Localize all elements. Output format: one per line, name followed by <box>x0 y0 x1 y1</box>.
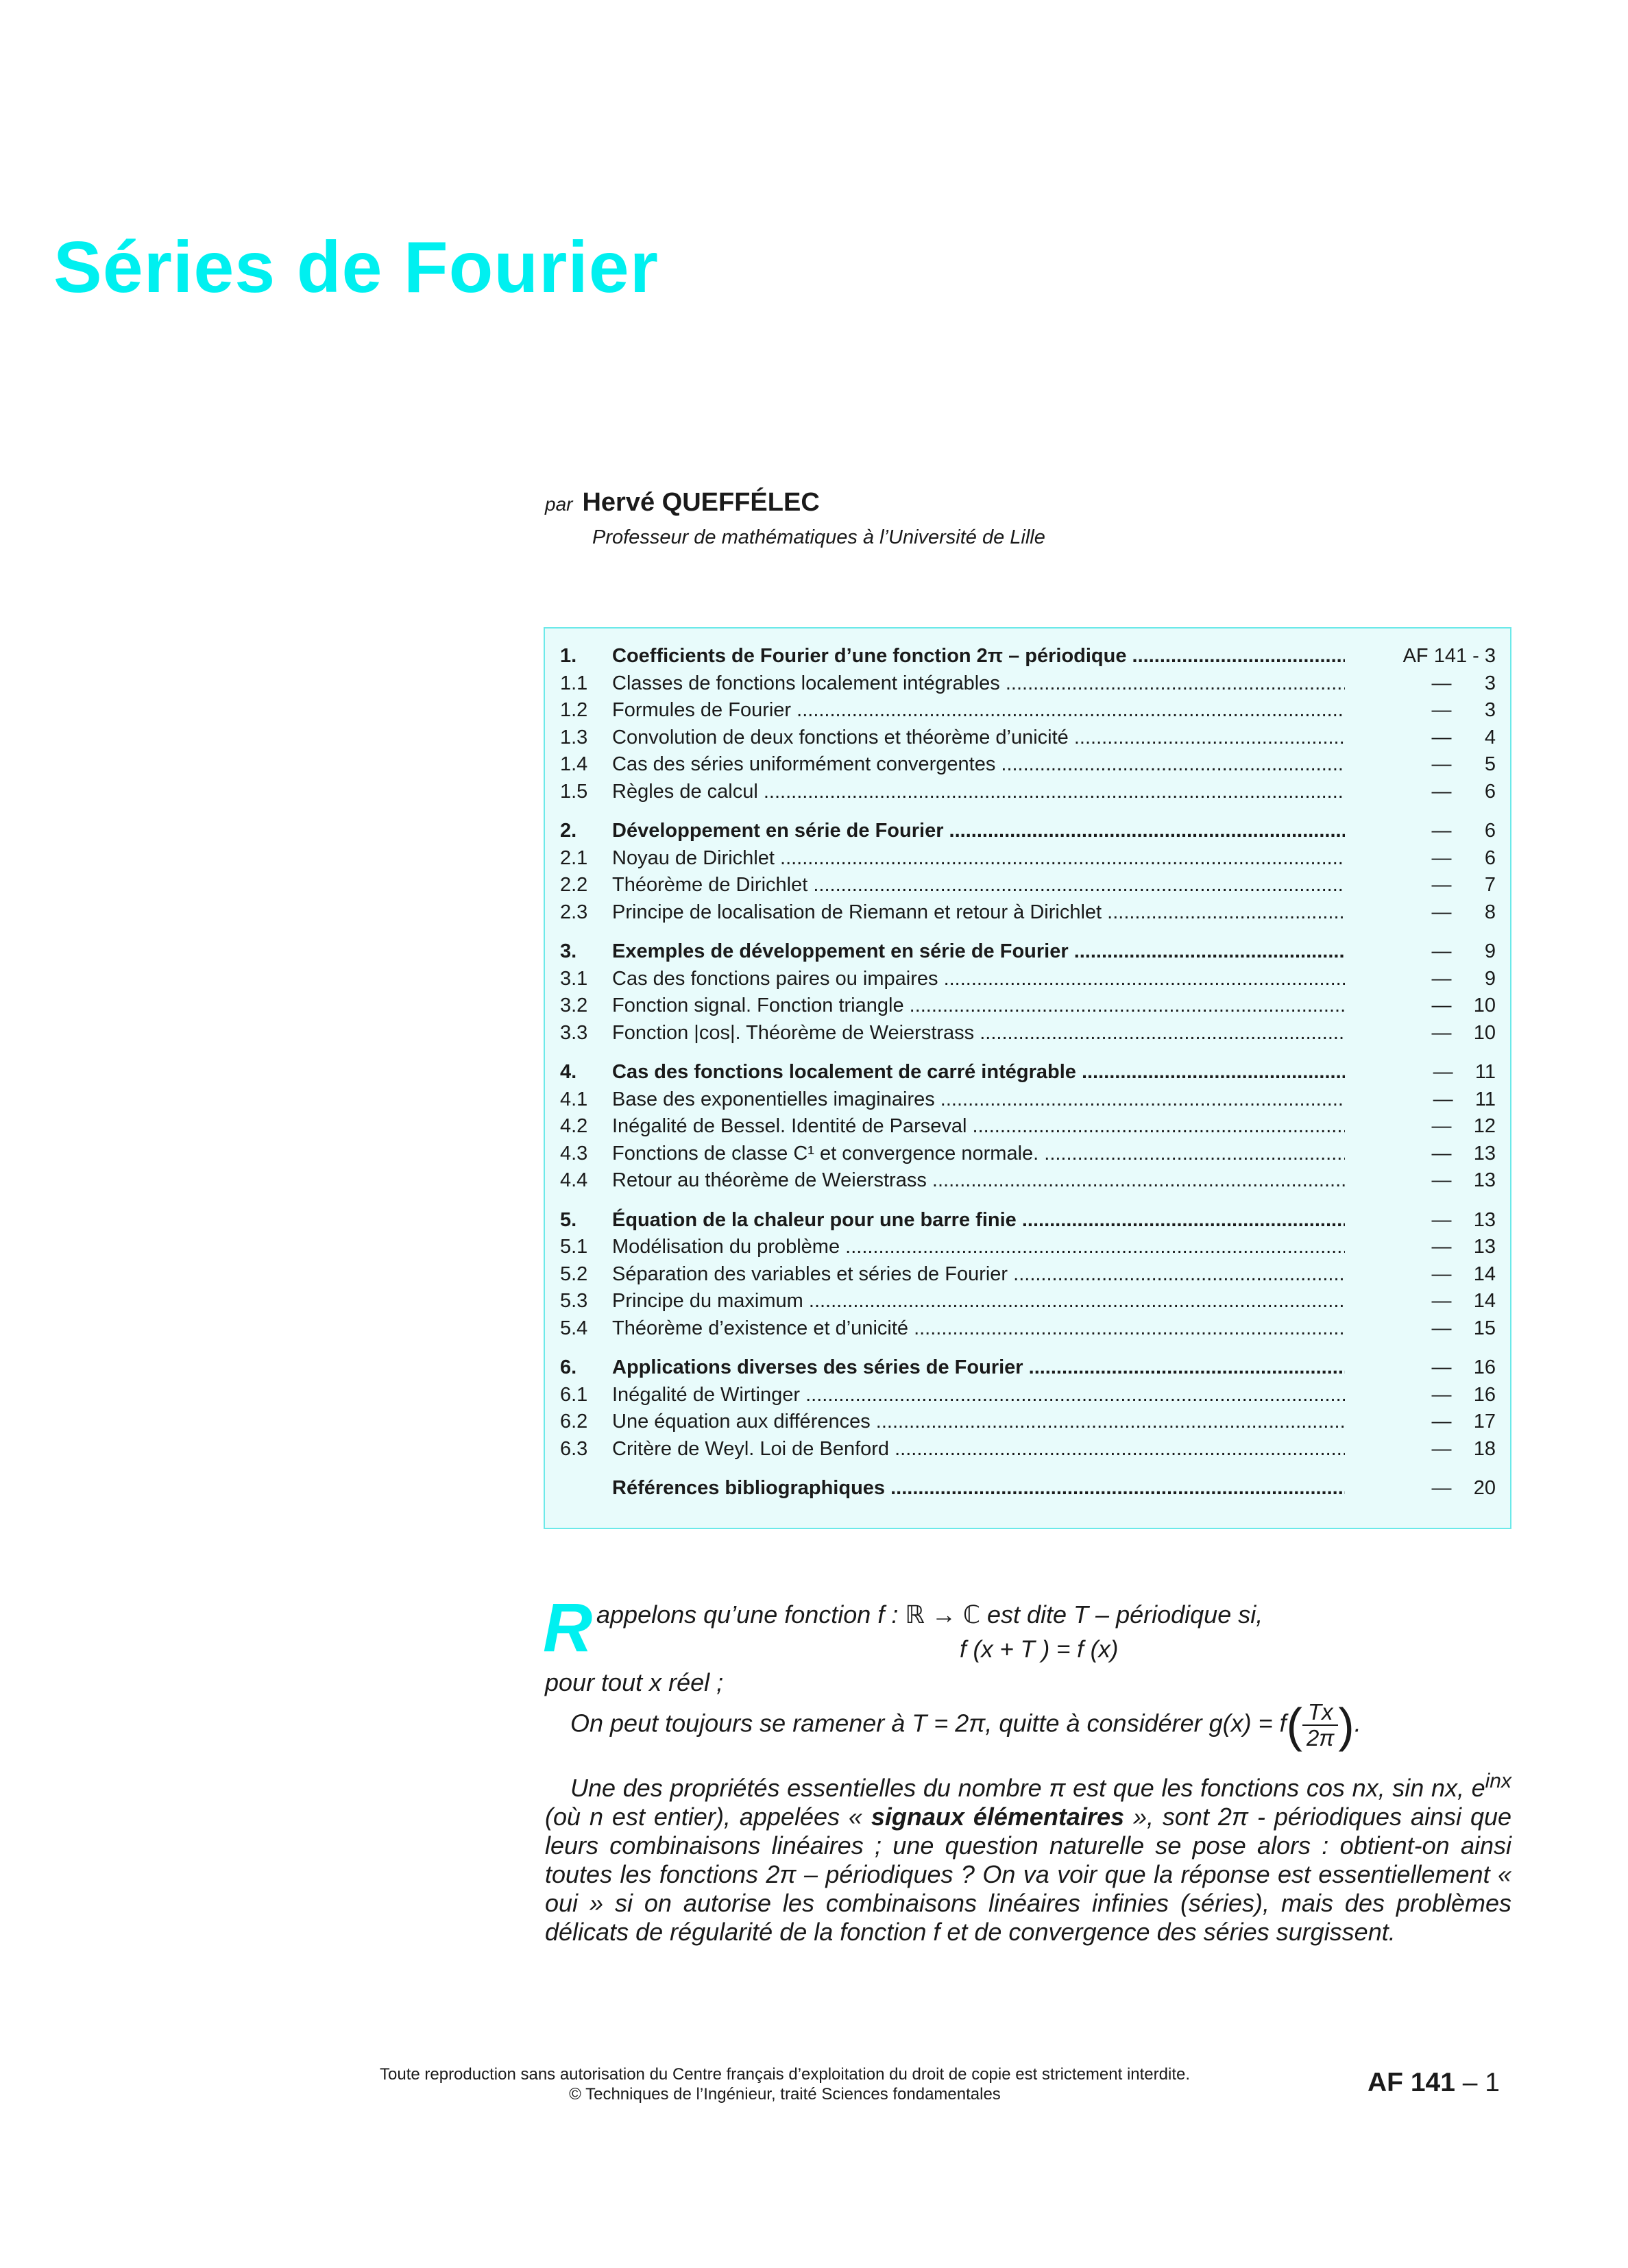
toc-row <box>560 900 1496 925</box>
toc-row <box>560 1355 1496 1380</box>
toc-row <box>560 1262 1496 1287</box>
toc-row <box>560 1316 1496 1341</box>
byline-par: par <box>545 493 573 515</box>
toc-number: 4.4 <box>560 1169 588 1191</box>
fraction-denominator: 2π <box>1306 1725 1335 1751</box>
toc-page: — 8 <box>1431 901 1496 923</box>
footer <box>274 2064 1296 2104</box>
intro-paragraph-a: Une des propriétés essentielles du nombre π est que les fonctions cos nx, sin nx, e <box>570 1774 1485 1802</box>
toc-page: — 18 <box>1431 1437 1496 1460</box>
toc-page: — 10 <box>1431 1021 1496 1044</box>
drop-cap: R <box>543 1589 593 1666</box>
toc-label: Équation de la chaleur pour une barre finie ..... <box>612 1208 1345 1232</box>
toc-page: — 15 <box>1431 1317 1496 1339</box>
toc-number: 5.2 <box>560 1263 588 1285</box>
toc-label: Critère de Weyl. Loi de Benford ..... <box>612 1437 1345 1461</box>
toc-page: — 3 <box>1431 699 1496 721</box>
fraction-numerator: Tx <box>1302 1700 1338 1726</box>
toc-row <box>560 1382 1496 1407</box>
toc-page: — 3 <box>1431 672 1496 694</box>
toc-page: — 14 <box>1431 1263 1496 1285</box>
toc-number: 2.1 <box>560 846 588 869</box>
toc-page: — 11 <box>1433 1061 1496 1083</box>
intro-paragraph-sup: inx <box>1485 1770 1511 1792</box>
toc-label: Règles de calcul ..... <box>612 779 1345 804</box>
toc-page: AF 141 - 3 <box>1402 645 1496 667</box>
toc-number: 6.1 <box>560 1383 588 1406</box>
toc-number: 3.3 <box>560 1021 588 1044</box>
toc-number: 1.3 <box>560 726 588 748</box>
toc-label: Base des exponentielles imaginaires ..... <box>612 1087 1345 1112</box>
toc-number: 4.2 <box>560 1115 588 1137</box>
toc-label: Fonction signal. Fonction triangle ..... <box>612 993 1345 1018</box>
toc-label: Principe de localisation de Riemann et retour à Dirichlet ..... <box>612 900 1345 925</box>
toc-number: 2. <box>560 820 577 842</box>
footer-publisher: © Techniques de l’Ingénieur, traité Sciences fondamentales <box>569 2085 1001 2104</box>
toc-page: — 13 <box>1431 1236 1496 1258</box>
toc-page: — 4 <box>1431 726 1496 748</box>
toc-row <box>560 846 1496 870</box>
periodicity-formula: f (x + T ) = f (x) <box>960 1636 1119 1663</box>
toc-number: 3.2 <box>560 995 588 1016</box>
toc-label: Noyau de Dirichlet ..... <box>612 846 1345 870</box>
toc-label: Principe du maximum ..... <box>612 1289 1345 1313</box>
byline <box>545 488 820 517</box>
toc-page: — 7 <box>1431 874 1496 896</box>
toc-page: — 5 <box>1431 753 1496 775</box>
page-title: Séries de Fourier <box>53 227 659 308</box>
page-number: – 1 <box>1455 2068 1500 2097</box>
toc-label: Développement en série de Fourier ..... <box>612 818 1345 843</box>
toc-label: Inégalité de Wirtinger ..... <box>612 1382 1345 1407</box>
toc-label: Exemples de développement en série de Fourier ..... <box>612 939 1345 964</box>
toc-row <box>560 698 1496 722</box>
toc-label: Théorème d’existence et d’unicité ..... <box>612 1316 1345 1341</box>
toc-number: 5. <box>560 1208 577 1231</box>
toc-row <box>560 779 1496 804</box>
toc-row <box>560 1476 1496 1500</box>
toc-page: — 6 <box>1431 846 1496 869</box>
footer-copyright-notice: Toute reproduction sans autorisation du Centre français d’exploitation du droit de copie est strictement interdite. <box>380 2065 1190 2084</box>
toc-row <box>560 1234 1496 1259</box>
toc-number: 1.5 <box>560 780 588 803</box>
author-name: Hervé QUEFFÉLEC <box>582 488 820 517</box>
toc-row <box>560 725 1496 750</box>
toc-label: Fonctions de classe C¹ et convergence normale. ..... <box>612 1141 1345 1166</box>
intro-line-1: appelons qu’une fonction f : ℝ → ℂ est dite T – périodique si, <box>596 1600 1263 1629</box>
toc-number: 6.3 <box>560 1437 588 1460</box>
toc-page: — 16 <box>1431 1356 1496 1378</box>
intro-paragraph <box>545 1767 1511 1947</box>
toc-page: — 16 <box>1431 1383 1496 1406</box>
toc-page: — 13 <box>1431 1169 1496 1191</box>
toc-label: Modélisation du problème ..... <box>612 1234 1345 1259</box>
toc-number: 1. <box>560 645 577 667</box>
toc-label: Fonction |cos|. Théorème de Weierstrass ..... <box>612 1021 1345 1045</box>
toc-label: Cas des séries uniformément convergentes ..... <box>612 752 1345 777</box>
toc-row <box>560 644 1496 668</box>
toc-number: 3.1 <box>560 967 588 990</box>
toc-label: Cas des fonctions localement de carré intégrable ..... <box>612 1060 1345 1084</box>
toc-label: Applications diverses des séries de Fourier ..... <box>612 1355 1345 1380</box>
toc-page: — 10 <box>1431 995 1496 1016</box>
toc-number: 5.3 <box>560 1290 588 1312</box>
toc-number: 2.2 <box>560 874 588 896</box>
toc-page: — 6 <box>1431 820 1496 842</box>
toc-row <box>560 818 1496 843</box>
toc-number: 1.2 <box>560 699 588 721</box>
fraction <box>1302 1700 1338 1751</box>
page-reference <box>1368 2068 1500 2098</box>
toc-page: — 11 <box>1433 1088 1496 1110</box>
toc-label: Cas des fonctions paires ou impaires ..... <box>612 966 1345 991</box>
toc-page: — 20 <box>1431 1477 1496 1499</box>
toc-number: 6. <box>560 1356 577 1378</box>
toc-label: Références bibliographiques ..... <box>612 1476 1345 1500</box>
intro-line-3: On peut toujours se ramener à T = 2π, quitte à considérer g(x) = f( $\frac{Tx}{2\pi}$ ). <box>570 1698 1361 1752</box>
toc-number: 5.1 <box>560 1236 588 1258</box>
intro-paragraph-b: (où n est entier), appelées « <box>545 1803 871 1831</box>
toc-row <box>560 1168 1496 1193</box>
table-of-contents <box>544 627 1511 1529</box>
toc-row <box>560 966 1496 991</box>
toc-row <box>560 1060 1496 1084</box>
toc-page: — 17 <box>1431 1411 1496 1432</box>
toc-label: Inégalité de Bessel. Identité de Parseval ..... <box>612 1114 1345 1138</box>
toc-row <box>560 671 1496 696</box>
toc-row <box>560 1437 1496 1461</box>
toc-label: Théorème de Dirichlet ..... <box>612 873 1345 897</box>
toc-row <box>560 1409 1496 1434</box>
toc-label: Retour au théorème de Weierstrass ..... <box>612 1168 1345 1193</box>
toc-number: 4.1 <box>560 1088 588 1110</box>
intro-paragraph-bold: signaux élémentaires <box>871 1803 1125 1831</box>
toc-number: 4. <box>560 1061 577 1083</box>
toc-number: 1.1 <box>560 672 588 694</box>
toc-row <box>560 1289 1496 1313</box>
toc-page: — 13 <box>1431 1208 1496 1231</box>
toc-page: — 9 <box>1431 940 1496 962</box>
toc-row <box>560 993 1496 1018</box>
page-code: AF 141 <box>1368 2068 1455 2097</box>
toc-row <box>560 1021 1496 1045</box>
toc-number: 4.3 <box>560 1142 588 1165</box>
toc-label: Convolution de deux fonctions et théorème d’unicité ..... <box>612 725 1345 750</box>
toc-label: Une équation aux différences ..... <box>612 1409 1345 1434</box>
toc-number: 3. <box>560 940 577 962</box>
toc-row <box>560 1087 1496 1112</box>
toc-page: — 14 <box>1431 1290 1496 1312</box>
intro-line-2: pour tout x réel ; <box>545 1668 724 1696</box>
toc-number: 2.3 <box>560 901 588 923</box>
toc-label: Formules de Fourier ..... <box>612 698 1345 722</box>
toc-page: — 12 <box>1431 1115 1496 1137</box>
intro-line-3-end: . <box>1354 1709 1361 1737</box>
toc-page: — 6 <box>1431 780 1496 803</box>
toc-number: 1.4 <box>560 753 588 775</box>
toc-row <box>560 939 1496 964</box>
toc-label: Séparation des variables et séries de Fourier ..... <box>612 1262 1345 1287</box>
toc-page: — 9 <box>1431 967 1496 990</box>
toc-number: 6.2 <box>560 1411 588 1432</box>
toc-number: 5.4 <box>560 1317 588 1339</box>
toc-label: Classes de fonctions localement intégrables ..... <box>612 671 1345 696</box>
toc-page: — 13 <box>1431 1142 1496 1165</box>
author-affiliation: Professeur de mathématiques à l’Université de Lille <box>592 526 1045 548</box>
toc-row <box>560 752 1496 777</box>
toc-row <box>560 1141 1496 1166</box>
toc-row <box>560 873 1496 897</box>
toc-row <box>560 1208 1496 1232</box>
intro-paragraph-c: », sont 2π - périodiques ainsi que leurs combinaisons linéaires ; une question naturelle se pose alors : obtient-on ainsi toutes les fonctions 2π – périodiques ? On va voir que la réponse est essentiellement « oui » si on autorise les combinaisons linéaires infinies (séries), mais des problèmes délicats de régularité de la fonction f et de convergence des séries surgissent. <box>545 1803 1512 1946</box>
intro-line-3-text: On peut toujours se ramener à T = 2π, quitte à considérer g(x) = f <box>570 1709 1287 1737</box>
toc-row <box>560 1114 1496 1138</box>
toc-label: Coefficients de Fourier d’une fonction 2π – périodique ..... <box>612 644 1345 668</box>
